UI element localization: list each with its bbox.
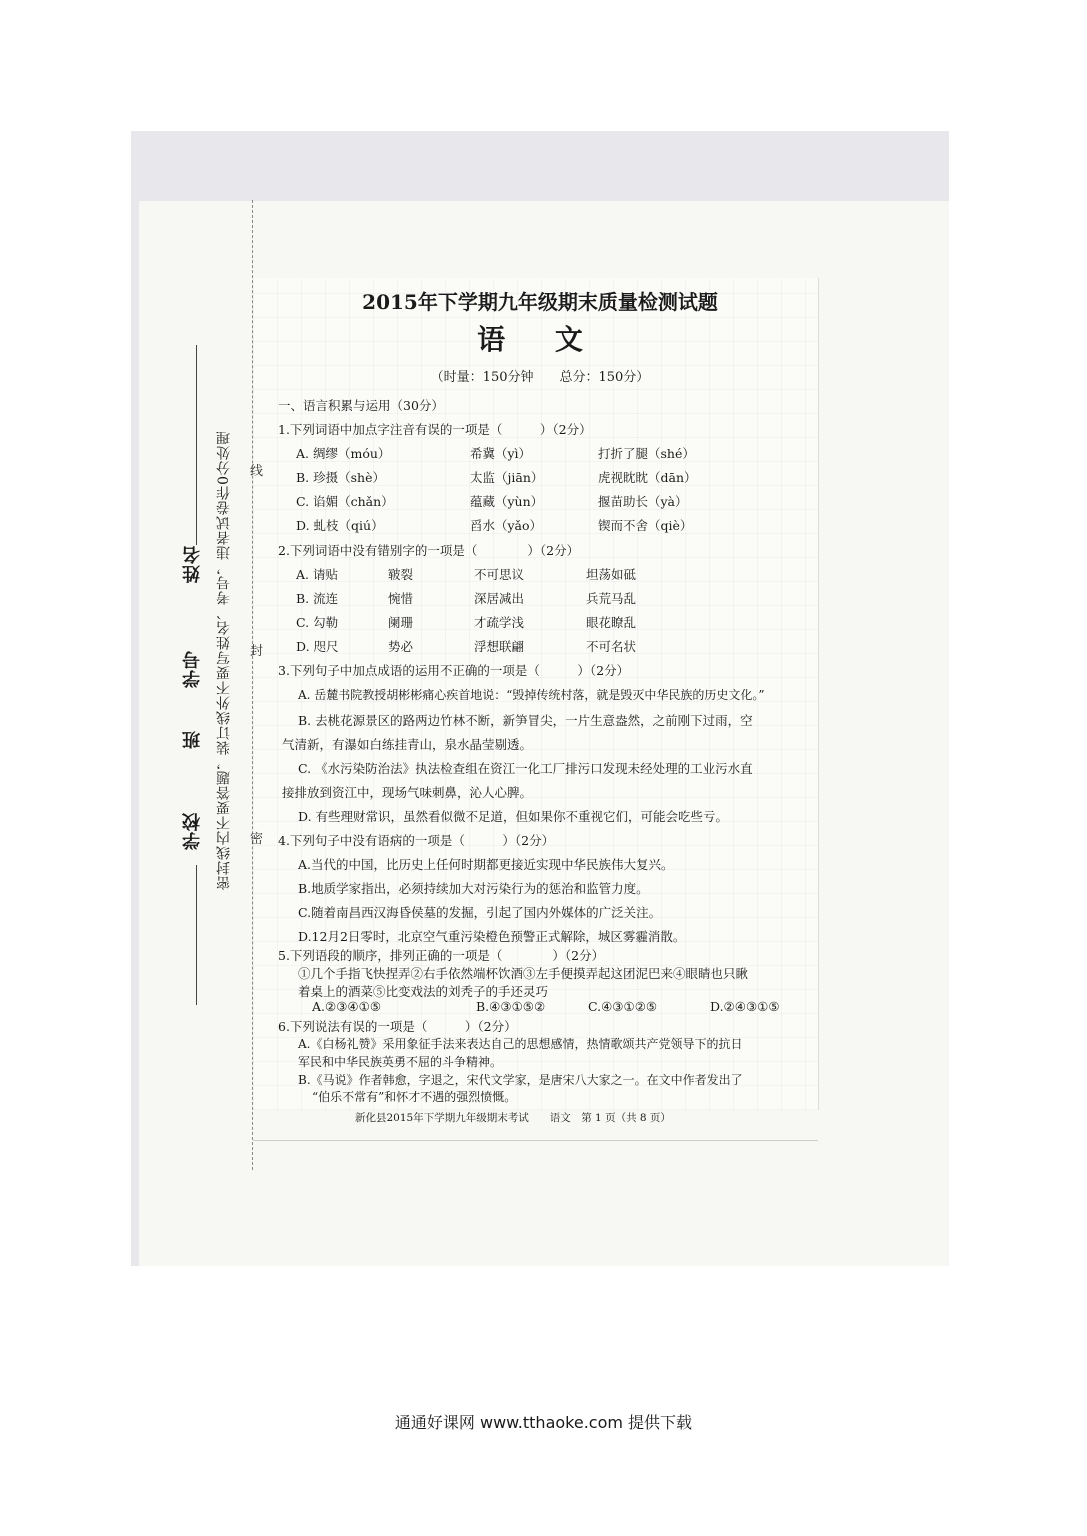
student-no-label: 学号 — [182, 650, 203, 688]
q3-line: 气清新，有瀑如白练挂青山，泉水晶莹剔透。 — [282, 737, 533, 752]
class-label: 班 — [182, 730, 203, 749]
q2-d2: 势必 — [388, 639, 414, 654]
school-label: 学校 — [182, 812, 203, 850]
q2-a4: 坦荡如砥 — [586, 567, 637, 582]
q5-stem: 5.下列语段的顺序，排列正确的一项是（ ）（2分） — [278, 948, 605, 963]
q2-a3: 不可思议 — [474, 567, 525, 582]
q2-a1: A. 请贴 — [296, 567, 338, 582]
q5-text: ①几个手指飞快捏弄②右手依然端杯饮酒③左手便摸弄起这团泥巴来④眼睛也只瞅 — [298, 966, 749, 981]
q6-line: B.《马说》作者韩愈，字退之，宋代文学家，是唐宋八大家之一。在文中作者发出了 — [298, 1073, 743, 1087]
q2-a2: 皲裂 — [388, 567, 414, 582]
section-heading: 一、语言积累与运用（30分） — [278, 398, 444, 413]
q6-line: A.《白杨礼赞》采用象征手法来表达自己的思想感情，热情歌颂共产党领导下的抗日 — [298, 1037, 743, 1051]
q5-option-b: B.④③①⑤② — [476, 999, 546, 1014]
q1-option-c1: C. 谄媚（chǎn） — [296, 494, 394, 509]
q1-option-d1: D. 虬枝（qiú） — [296, 518, 384, 533]
q3-stem: 3.下列句子中加点成语的运用不正确的一项是（ ）（2分） — [278, 663, 630, 678]
q6-line: “伯乐不常有”和怀才不遇的强烈愤慨。 — [312, 1090, 517, 1104]
q2-c1: C. 勾勒 — [296, 615, 339, 630]
q1-option-c2: 蕴藏（yùn） — [470, 494, 544, 509]
page-footer: 新化县2015年下学期九年级期末考试 语文 第 1 页（共 8 页） — [355, 1112, 671, 1124]
binding-dashed-line — [252, 200, 253, 1170]
q1-option-a3: 打折了腿（shé） — [598, 446, 695, 461]
q2-b2: 惋惜 — [388, 591, 414, 606]
q3-line: A. 岳麓书院教授胡彬彬痛心疾首地说：“毁掉传统村落，就是毁灭中华民族的历史文化。” — [298, 688, 765, 702]
seal-char-secret: 密 — [250, 832, 264, 847]
q1-option-a2: 希冀（yì） — [470, 446, 532, 461]
q1-option-d3: 锲而不舍（qiè） — [598, 518, 693, 533]
q2-c4: 眼花瞭乱 — [586, 615, 637, 630]
q5-option-c: C.④③①②⑤ — [588, 999, 658, 1014]
name-label: 姓名 — [182, 545, 203, 583]
seal-char-line: 线 — [250, 464, 264, 479]
exam-subject: 语 文 — [477, 323, 603, 356]
q1-option-c3: 揠苗助长（yà） — [598, 494, 688, 509]
q2-b3: 深居减出 — [474, 591, 525, 606]
exam-title: 2015年下学期九年级期末质量检测试题 — [362, 290, 718, 314]
q4-stem: 4.下列句子中没有语病的一项是（ ）（2分） — [278, 833, 555, 848]
q2-c2: 阑珊 — [388, 615, 414, 630]
q2-c3: 才疏学浅 — [474, 615, 525, 630]
q4-option: D.12月2日零时，北京空气重污染橙色预警正式解除，城区雾霾消散。 — [298, 929, 686, 944]
q6-line: 军民和中华民族英勇不屈的斗争精神。 — [298, 1055, 503, 1069]
q1-option-d2: 舀水（yǎo） — [470, 518, 543, 533]
q5-option-d: D.②④③①⑤ — [710, 999, 780, 1014]
school-fill-line — [196, 865, 197, 1005]
site-credit: 通通好课网 www.tthaoke.com 提供下载 — [394, 1413, 693, 1432]
q1-option-b3: 虎视眈眈（dān） — [598, 470, 697, 485]
q2-b4: 兵荒马乱 — [586, 591, 637, 606]
binding-notice: 密封线内不要答题，装订线外不要写姓名、考号，违者试卷作0分处理 — [216, 430, 232, 890]
q2-stem: 2.下列词语中没有错别字的一项是（ ）（2分） — [278, 543, 580, 558]
q3-line: D. 有些理财常识，虽然看似微不足道，但如果你不重视它们，可能会吃些亏。 — [298, 809, 729, 824]
q3-line: C. 《水污染防治法》执法检查组在资江一化工厂排污口发现未经处理的工业污水直 — [298, 761, 753, 776]
q2-d1: D. 咫尺 — [296, 639, 339, 654]
q4-option: A.当代的中国，比历史上任何时期都更接近实现中华民族伟大复兴。 — [298, 857, 674, 872]
q4-option: B.地质学家指出，必须持续加大对污染行为的惩治和监管力度。 — [298, 881, 649, 896]
q1-option-a1: A. 绸缪（móu） — [296, 446, 391, 461]
exam-meta: （时量：150分钟 总分：150分） — [430, 370, 650, 385]
q5-option-a: A.②③④①⑤ — [312, 999, 382, 1014]
q4-option: C.随着南昌西汉海昏侯墓的发掘，引起了国内外媒体的广泛关注。 — [298, 905, 662, 920]
paper-edge — [253, 1140, 818, 1141]
q1-option-b1: B. 珍摄（shè） — [296, 470, 385, 485]
name-fill-line — [196, 345, 197, 545]
q5-text: 着桌上的酒菜⑤比变戏法的刘秃子的手还灵巧 — [298, 984, 549, 999]
seal-char-seal: 封 — [250, 644, 264, 659]
q2-d3: 浮想联翩 — [474, 639, 525, 654]
q2-b1: B. 流连 — [296, 591, 339, 606]
q6-stem: 6.下列说法有误的一项是（ ）（2分） — [278, 1019, 517, 1034]
q2-d4: 不可名状 — [586, 639, 637, 654]
q3-line: 接排放到资江中，现场气味刺鼻，沁人心脾。 — [282, 785, 533, 800]
q3-line: B. 去桃花源景区的路两边竹林不断，新笋冒尖，一片生意盎然，之前刚下过雨，空 — [298, 713, 753, 728]
q1-option-b2: 太监（jiān） — [470, 470, 544, 485]
q1-stem: 1.下列词语中加点字注音有误的一项是（ ）（2分） — [278, 422, 592, 437]
